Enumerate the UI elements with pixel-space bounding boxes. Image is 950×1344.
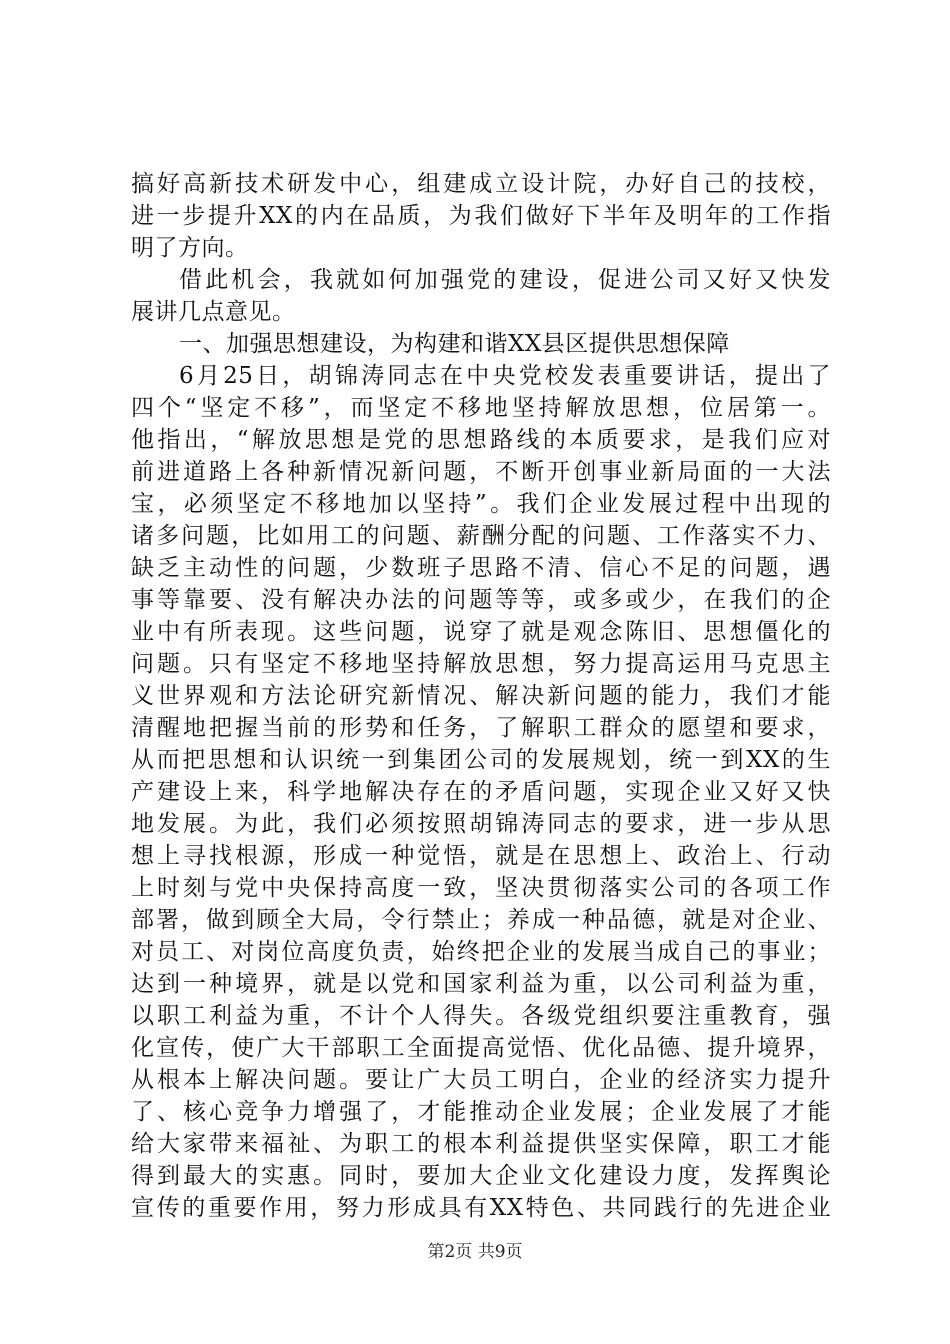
text-line: 对员工、对岗位高度负责，始终把企业的发展当成自己的事业； [131, 939, 831, 965]
text-line: 得到最大的实惠。同时，要加大企业文化建设力度，发挥舆论 [131, 1163, 831, 1189]
text-line: 地发展。为此，我们必须按照胡锦涛同志的要求，进一步从思 [131, 811, 831, 837]
text-line: 从根本上解决问题。要让广大员工明白，企业的经济实力提升 [131, 1067, 831, 1093]
text-line: 前进道路上各种新情况新问题，不断开创事业新局面的一大法 [131, 459, 831, 485]
text-line: 四个“坚定不移”，而坚定不移地坚持解放思想，位居第一。 [131, 395, 831, 421]
text-line: 部署，做到顾全大局，令行禁止；养成一种品德，就是对企业、 [131, 907, 831, 933]
text-line: 问题。只有坚定不移地坚持解放思想，努力提高运用马克思主 [131, 651, 831, 677]
text-line: 宣传的重要作用，努力形成具有XX特色、共同践行的先进企业 [131, 1195, 831, 1221]
text-line: 以职工利益为重，不计个人得失。各级党组织要注重教育，强 [131, 1003, 831, 1029]
text-line: 诸多问题，比如用工的问题、薪酬分配的问题、工作落实不力、 [131, 523, 831, 549]
text-line: 宝，必须坚定不移地加以坚持”。我们企业发展过程中出现的 [131, 491, 831, 517]
text-line: 从而把思想和认识统一到集团公司的发展规划，统一到XX的生 [131, 747, 831, 773]
text-line: 事等靠要、没有解决办法的问题等等，或多或少，在我们的企 [131, 587, 831, 613]
text-line: 化宣传，使广大干部职工全面提高觉悟、优化品德、提升境界， [131, 1035, 831, 1061]
text-line: 上时刻与党中央保持高度一致，坚决贯彻落实公司的各项工作 [131, 875, 831, 901]
text-line: 明了方向。 [131, 235, 249, 261]
text-line: 了、核心竞争力增强了，才能推动企业发展；企业发展了才能 [131, 1099, 831, 1125]
text-line: 缺乏主动性的问题，少数班子思路不清、信心不足的问题，遇 [131, 555, 831, 581]
text-line: 想上寻找根源，形成一种觉悟，就是在思想上、政治上、行动 [131, 843, 831, 869]
document-body [131, 168, 831, 1224]
section-heading: 一、加强思想建设，为构建和谐XX县区提供思想保障 [179, 331, 730, 357]
text-line: 他指出，“解放思想是党的思想路线的本质要求，是我们应对 [131, 427, 831, 453]
text-line: 产建设上来，科学地解决存在的矛盾问题，实现企业又好又快 [131, 779, 831, 805]
text-line: 进一步提升XX的内在品质，为我们做好下半年及明年的工作指 [131, 203, 831, 229]
text-line: 展讲几点意见。 [131, 299, 296, 325]
text-line: 达到一种境界，就是以党和国家利益为重，以公司利益为重， [131, 971, 831, 997]
text-line: 借此机会，我就如何加强党的建设，促进公司又好又快发 [179, 267, 831, 293]
text-line: 业中有所表现。这些问题，说穿了就是观念陈旧、思想僵化的 [131, 619, 831, 645]
text-line: 6月25日，胡锦涛同志在中央党校发表重要讲话，提出了 [179, 363, 831, 389]
page-number-footer: 第2页 共9页 [427, 1242, 523, 1262]
text-line: 搞好高新技术研发中心，组建成立设计院，办好自己的技校， [131, 171, 831, 197]
text-line: 清醒地把握当前的形势和任务，了解职工群众的愿望和要求， [131, 715, 831, 741]
text-line: 义世界观和方法论研究新情况、解决新问题的能力，我们才能 [131, 683, 831, 709]
text-line: 给大家带来福祉、为职工的根本利益提供坚实保障，职工才能 [131, 1131, 831, 1157]
